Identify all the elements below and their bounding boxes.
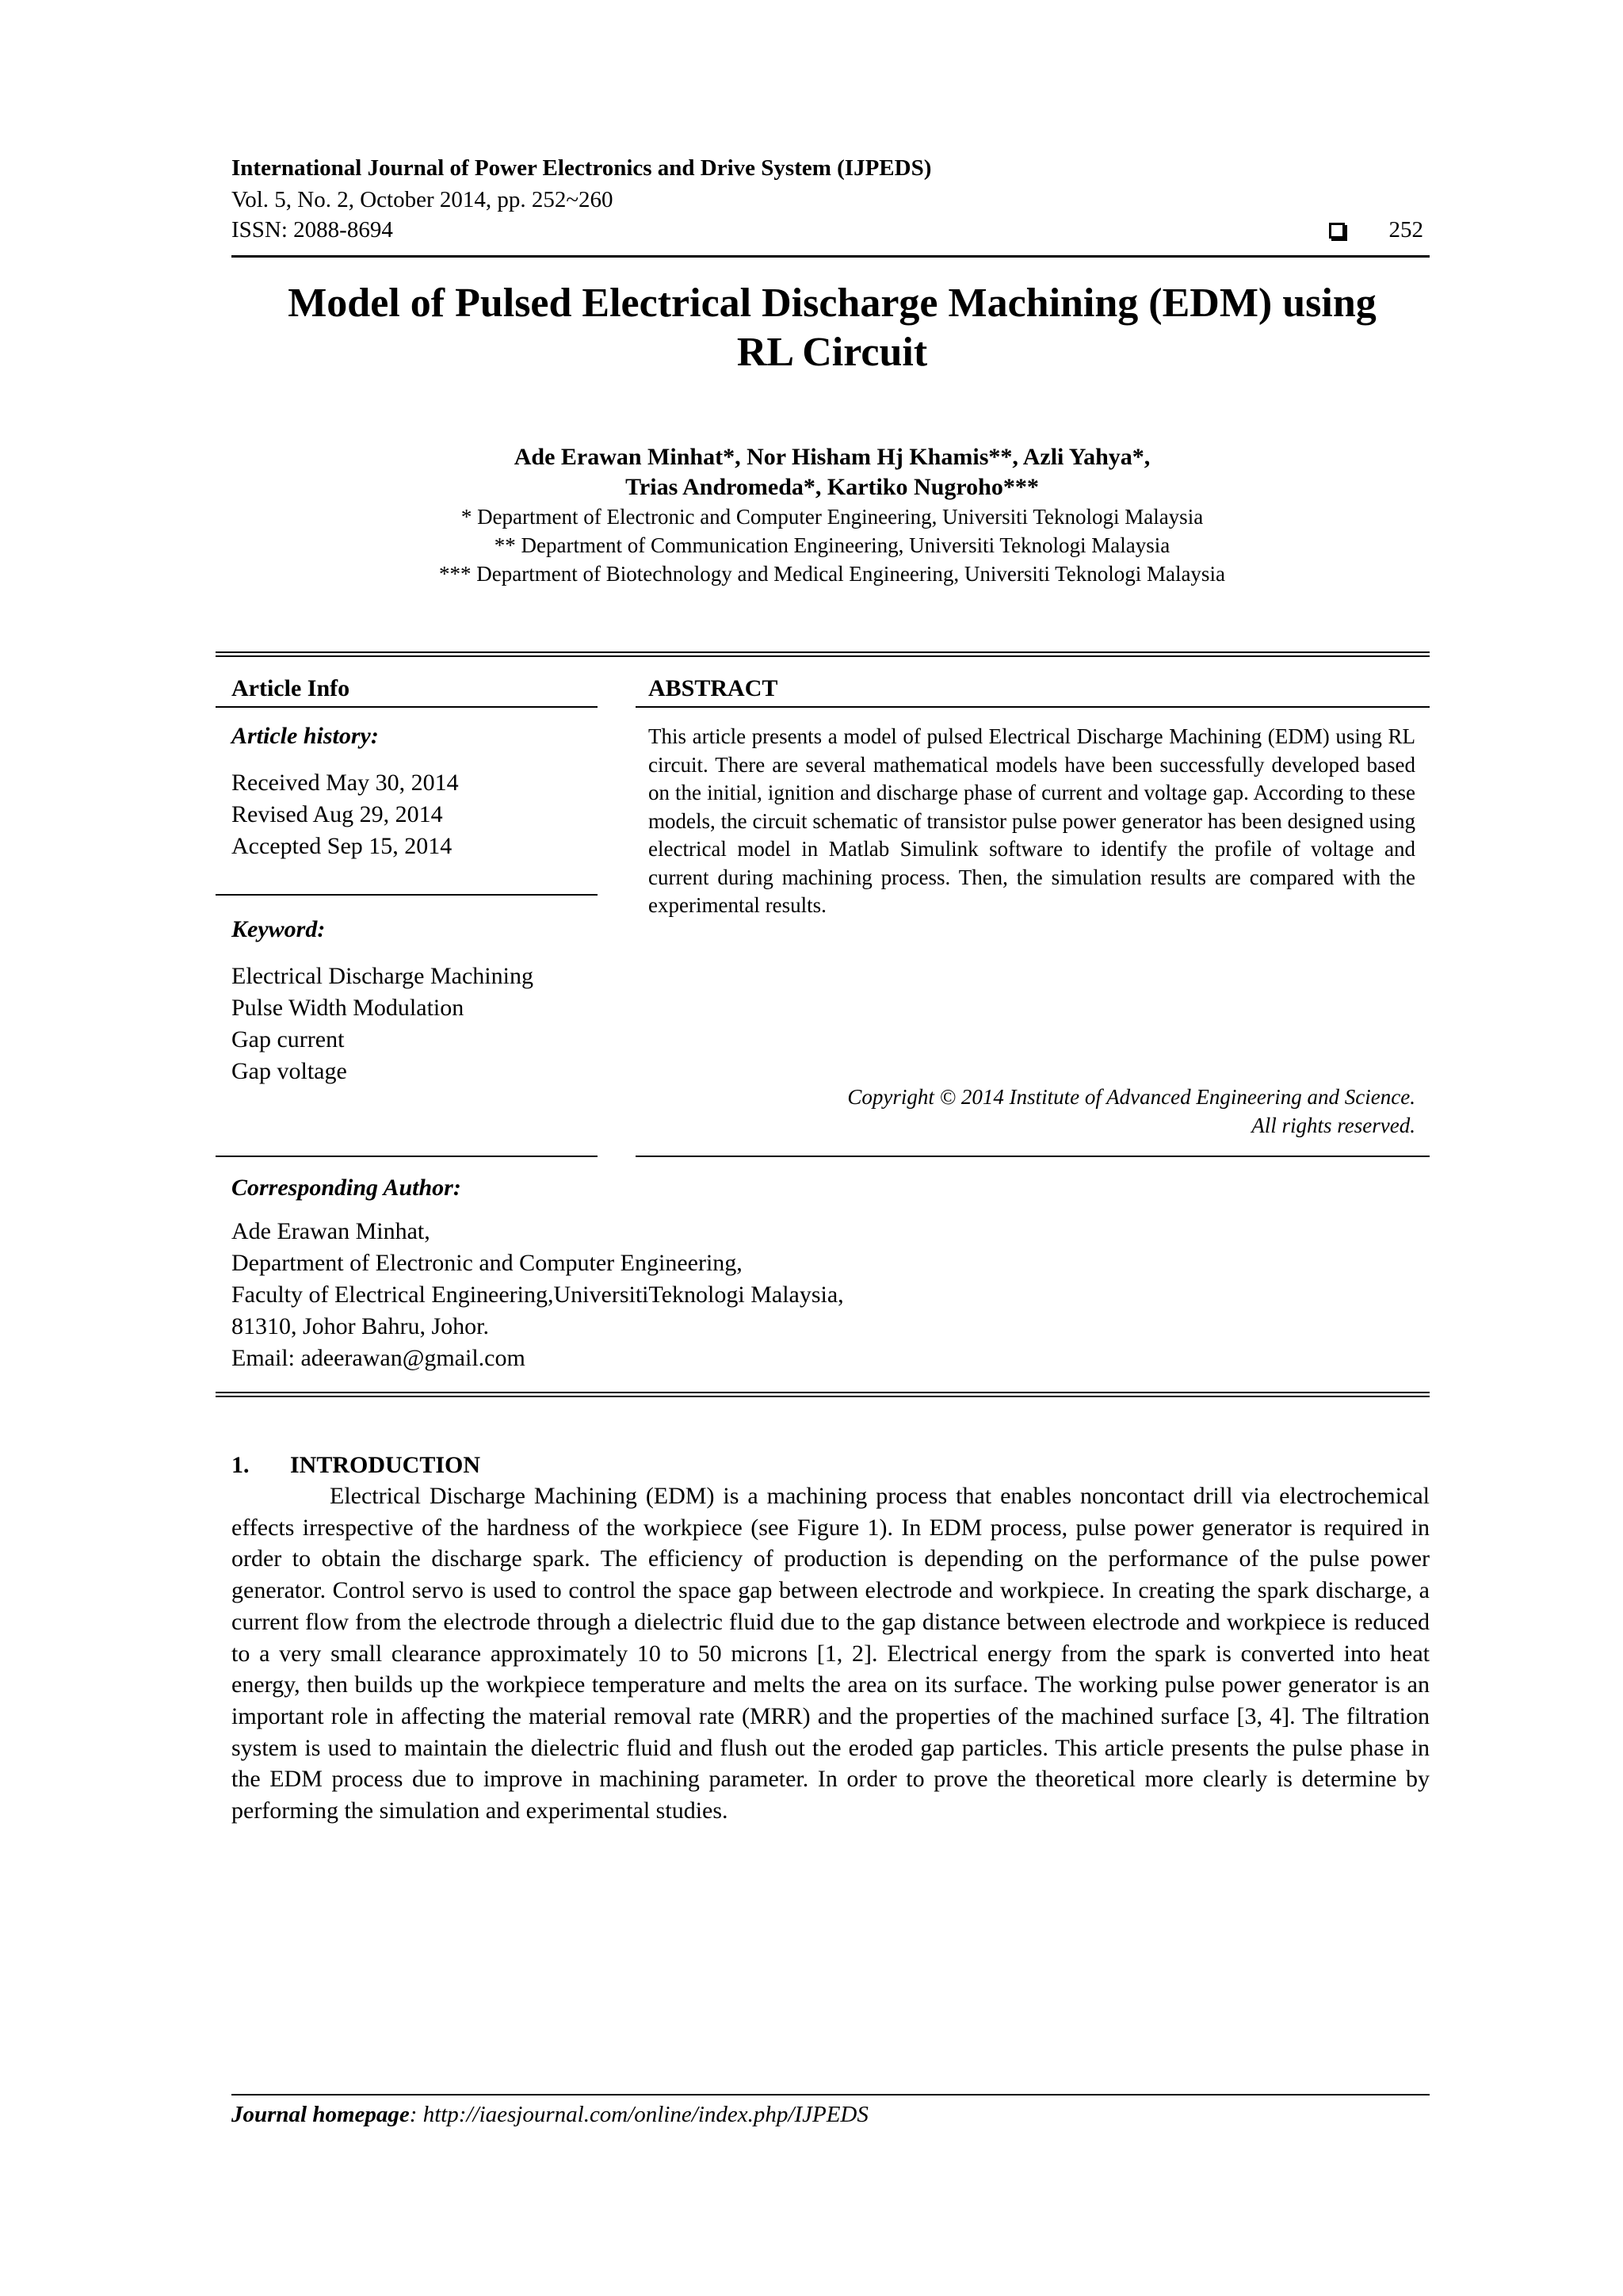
homepage-label: Journal homepage (231, 2102, 410, 2127)
corresponding-label: Corresponding Author: (231, 1175, 461, 1201)
abstract-bottom-rule (636, 1156, 1430, 1157)
section-title: INTRODUCTION (290, 1452, 481, 1478)
square-bullet-icon (1329, 223, 1345, 239)
copyright (648, 1083, 1415, 1140)
title-line-2: RL Circuit (736, 330, 928, 375)
corresponding-author (231, 1175, 1182, 1374)
accepted-date: Accepted Sep 15, 2014 (231, 833, 453, 859)
introduction-heading (231, 1452, 480, 1479)
journal-name: International Journal of Power Electronics and Drive System (IJPEDS) (231, 155, 932, 181)
history-rule (216, 894, 598, 896)
keywords-rule (216, 1156, 598, 1157)
affiliation-2: ** Department of Communication Engineering, Universiti Teknologi Malaysia (494, 533, 1170, 557)
keyword-item: Gap current (231, 1026, 345, 1052)
abstract-rule (636, 706, 1430, 708)
info-bottom-double-rule (216, 1392, 1430, 1397)
corresponding-line: 81310, Johor Bahru, Johor. (231, 1313, 489, 1339)
corresponding-email: Email: adeerawan@gmail.com (231, 1345, 525, 1371)
article-info-rule (216, 706, 598, 708)
journal-issn: ISSN: 2088-8694 (231, 217, 393, 243)
corresponding-line: Faculty of Electrical Engineering,UniversitiTeknologi Malaysia, (231, 1282, 844, 1308)
copyright-line-2: All rights reserved. (1251, 1114, 1415, 1137)
revised-date: Revised Aug 29, 2014 (231, 801, 443, 827)
corresponding-line: Ade Erawan Minhat, (231, 1218, 430, 1244)
abstract-heading: ABSTRACT (648, 675, 778, 701)
introduction-text: Electrical Discharge Machining (EDM) is a machining process that enables noncontact drill via electrochemical effects irrespective of the hardness of the workpiece (see Figure 1). In EDM process, pulse power generator is required in order to obtain the discharge spark. The efficiency of production is depending on the performance of the pulse power generator. Control servo is used to control the space gap between electrode and workpiece. In creating the spark discharge, a current flow from the electrode through a dielectric fluid due to the gap distance between electrode and workpiece is reduced to a very small clearance approximately 10 to 50 microns [1, 2]. Electrical energy from the spark is converted into heat energy, then builds up the workpiece temperature and melts the area on its surface. The working pulse power generator is an important role in affecting the material removal rate (MRR) and the properties of the machined surface [3, 4]. The filtration system is used to maintain the dielectric fluid and flush out the eroded gap particles. This article presents the pulse phase in the EDM process due to improve in machining parameter. In order to prove the theoretical more clearly is determine by performing the simulation and experimental studies. (231, 1483, 1430, 1824)
corresponding-line: Department of Electronic and Computer Engineering, (231, 1250, 743, 1276)
history-label: Article history: (231, 723, 379, 749)
title-line-1: Model of Pulsed Electrical Discharge Machining (EDM) using (288, 281, 1377, 326)
keyword-item: Pulse Width Modulation (231, 995, 464, 1021)
footer-rule (231, 2094, 1430, 2095)
homepage-url[interactable]: : http://iaesjournal.com/online/index.php/IJPEDS (409, 2102, 869, 2127)
paper-title (158, 279, 1506, 377)
author-names-line-1: Ade Erawan Minhat*, Nor Hisham Hj Khamis**, Azli Yahya*, (514, 444, 1151, 470)
keyword-item: Gap voltage (231, 1058, 347, 1084)
section-number: 1. (231, 1452, 250, 1478)
affiliation-3: *** Department of Biotechnology and Medical Engineering, Universiti Teknologi Malaysia (439, 562, 1225, 586)
header-rule (231, 255, 1430, 258)
author-names-line-2: Trias Andromeda*, Kartiko Nugroho*** (625, 474, 1039, 500)
journal-volume: Vol. 5, No. 2, October 2014, pp. 252~260 (231, 187, 613, 212)
article-history (231, 723, 596, 862)
page-number-group (1329, 217, 1429, 243)
journal-homepage (231, 2102, 869, 2128)
info-top-double-rule (216, 651, 1430, 657)
copyright-line-1: Copyright © 2014 Institute of Advanced Engineering and Science. (847, 1085, 1415, 1109)
keyword-item: Electrical Discharge Machining (231, 963, 533, 989)
author-block (158, 442, 1506, 588)
journal-issn-row (231, 217, 1428, 243)
page-number: 252 (1388, 217, 1423, 243)
received-date: Received May 30, 2014 (231, 770, 459, 796)
keywords (231, 916, 596, 1087)
affiliation-1: * Department of Electronic and Computer Engineering, Universiti Teknologi Malaysia (460, 505, 1204, 529)
keyword-label: Keyword: (231, 916, 326, 942)
abstract-text: This article presents a model of pulsed Electrical Discharge Machining (EDM) using RL circuit. There are several mathematical models have been successfully developed based on the initial, ignition and discharge phase of current and voltage gap. According to these models, the circuit schematic of transistor pulse power generator has been designed using electrical model in Matlab Simulink software to identify the profile of voltage and current during machining process. Then, the simulation results are compared with the experimental results. (648, 724, 1415, 917)
article-info-heading: Article Info (231, 675, 350, 701)
